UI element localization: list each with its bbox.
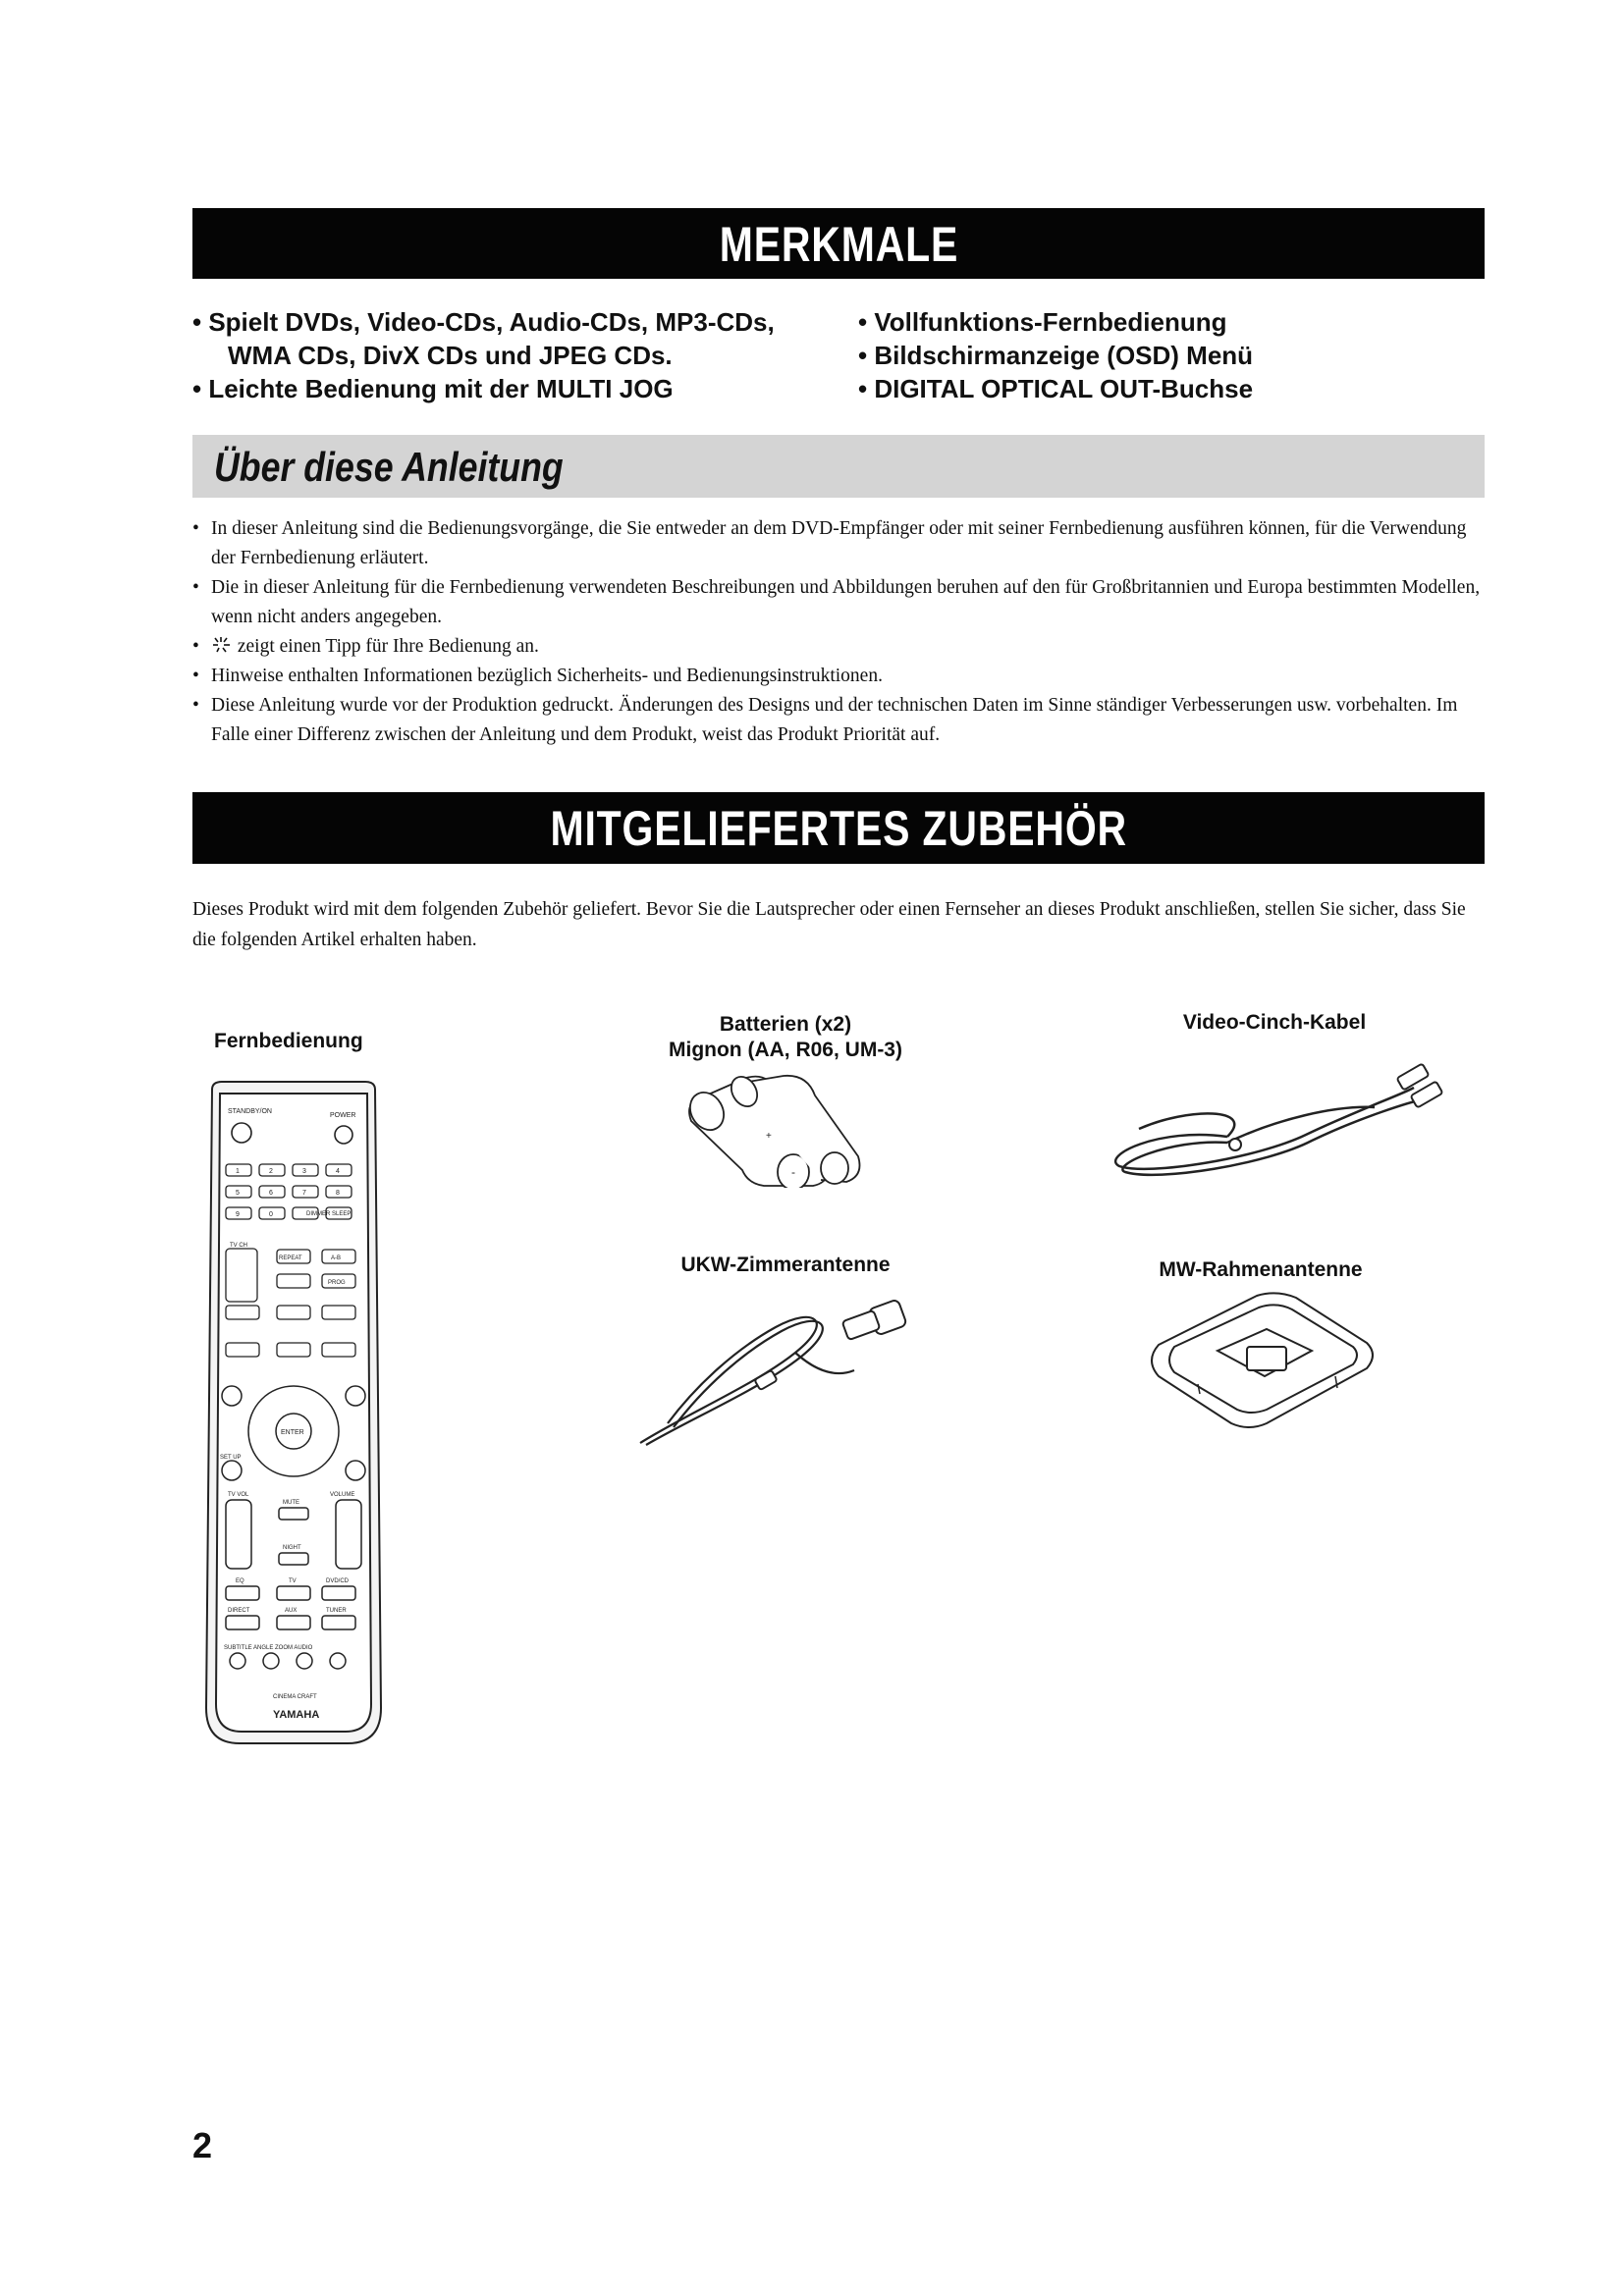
remote-standby-text: STANDBY/ON: [228, 1108, 272, 1115]
feature-item: • Leichte Bedienung mit der MULTI JOG: [192, 374, 674, 403]
remote-brand-text: YAMAHA: [273, 1709, 320, 1721]
fm-antenna-illustration: [628, 1276, 923, 1453]
note-item: • zeigt einen Tipp für Ihre Bedienung an.: [192, 632, 1489, 662]
volume-rocker: [336, 1500, 361, 1569]
feature-item: • DIGITAL OPTICAL OUT-Buchse: [858, 374, 1254, 403]
remote-key-label: 6: [269, 1190, 273, 1197]
remote-setup-text: SET UP: [220, 1455, 242, 1461]
feature-item: • Bildschirmanzeige (OSD) Menü: [858, 341, 1254, 370]
accessories-intro: Dieses Produkt wird mit dem folgenden Zubehör geliefert. Bevor Sie die Lautsprecher oder einen Fernseher an dieses Produkt anschließen, stellen Sie sicher, dass Sie die folgenden Artikel erhalten haben.: [192, 899, 1466, 950]
remote-repeat-text: REPEAT: [279, 1255, 302, 1261]
about-title: Über diese Anleitung: [214, 444, 564, 490]
bullet: •: [192, 577, 199, 598]
remote-prog-text: PROG: [328, 1280, 346, 1286]
batteries-illustration: [677, 1070, 874, 1188]
remote-key-label: 1: [236, 1168, 240, 1175]
remote-dimmer-text: DIMMER: [306, 1211, 331, 1217]
bullet: •: [192, 695, 199, 716]
feature-item: • Spielt DVDs, Video-CDs, Audio-CDs, MP3-CDs,: [192, 307, 775, 337]
remote-tvch-text: TV CH: [230, 1243, 247, 1249]
am-antenna-label: MW-Rahmenantenne: [1159, 1258, 1363, 1281]
note-item: • Hinweise enthalten Informationen bezüglich Sicherheits- und Bedienungsinstruktionen.: [192, 662, 1489, 691]
accessories-title: MITGELIEFERTES ZUBEHÖR: [550, 801, 1127, 856]
bullet: •: [192, 636, 199, 657]
remote-mute-text: MUTE: [283, 1500, 299, 1506]
note-item: • In dieser Anleitung sind die Bedienungsvorgänge, die Sie entweder an dem DVD-Empfänger oder mit seiner Fernbedienung ausführen können, für die Verwendung der Fernbedienung erläutert.: [192, 514, 1489, 573]
remote-bottom-row-text: SUBTITLE ANGLE ZOOM AUDIO: [224, 1645, 313, 1651]
remote-aux-text: AUX: [285, 1608, 298, 1614]
svg-text:-: -: [791, 1165, 795, 1179]
remote-control-illustration: [200, 1080, 387, 1747]
remote-dvdcd-text: DVD/CD: [326, 1578, 350, 1584]
remote-key-label: 5: [236, 1190, 240, 1197]
remote-key-label: 3: [302, 1168, 306, 1175]
video-cable-label: Video-Cinch-Kabel: [1182, 1011, 1367, 1034]
remote-direct-text: DIRECT: [228, 1608, 250, 1614]
remote-sleep-text: SLEEP: [332, 1211, 352, 1217]
page-number: 2: [192, 2125, 213, 2165]
bullet: •: [192, 666, 199, 686]
remote-tvvol-text: TV VOL: [228, 1492, 249, 1498]
features-right-list: [858, 305, 1253, 405]
remote-key-label: 4: [336, 1168, 340, 1175]
note-item: • Die in dieser Anleitung für die Fernbedienung verwendeten Beschreibungen und Abbildungen beruhen auf den für Großbritannien und Europa bestimmten Modellen, wenn nicht anders angegeben.: [192, 573, 1489, 632]
remote-key-label: 0: [269, 1211, 273, 1218]
remote-key-label: 2: [269, 1168, 273, 1175]
notes-list: [192, 514, 1489, 750]
remote-label: Fernbedienung: [214, 1030, 363, 1052]
remote-key-label: 8: [336, 1190, 340, 1197]
svg-text:+: +: [766, 1131, 772, 1142]
about-banner: [192, 435, 1485, 498]
tip-icon: [211, 636, 233, 654]
remote-key-label: 7: [302, 1190, 306, 1197]
am-antenna-illustration: [1139, 1286, 1384, 1433]
feature-item: • Vollfunktions-Fernbedienung: [858, 307, 1227, 337]
tvvol-rocker: [226, 1500, 251, 1569]
features-left-list: [192, 305, 775, 405]
remote-volume-text: VOLUME: [330, 1492, 355, 1498]
features-title: MERKMALE: [719, 217, 958, 272]
accessories-banner: [192, 792, 1485, 864]
remote-ab-text: A-B: [331, 1255, 342, 1261]
remote-cinema-text: CINEMA CRAFT: [273, 1694, 317, 1700]
remote-eq-text: EQ: [236, 1578, 244, 1584]
video-cable-illustration: [1080, 1048, 1453, 1186]
remote-key-label: 9: [236, 1211, 240, 1218]
remote-tuner-text: TUNER: [326, 1608, 347, 1614]
batteries-label: Batterien (x2) Mignon (AA, R06, UM-3): [669, 1013, 902, 1061]
remote-power-text: POWER: [330, 1112, 356, 1119]
note-item: • Diese Anleitung wurde vor der Produktion gedruckt. Änderungen des Designs und der technischen Daten im Sinne ständiger Verbesserungen usw. vorbehalten. Im Falle einer Differenz zwischen der Anleitung und dem Produkt, weist das Produkt Priorität auf.: [192, 691, 1489, 750]
fm-antenna-label: UKW-Zimmerantenne: [680, 1254, 891, 1276]
features-banner: [192, 208, 1485, 279]
remote-enter-text: ENTER: [281, 1429, 304, 1436]
remote-tv-text: TV: [289, 1578, 297, 1584]
remote-night-text: NIGHT: [283, 1545, 301, 1551]
bullet: •: [192, 518, 199, 539]
feature-item: WMA CDs, DivX CDs und JPEG CDs.: [228, 341, 673, 370]
tvch-rocker: [226, 1249, 257, 1302]
